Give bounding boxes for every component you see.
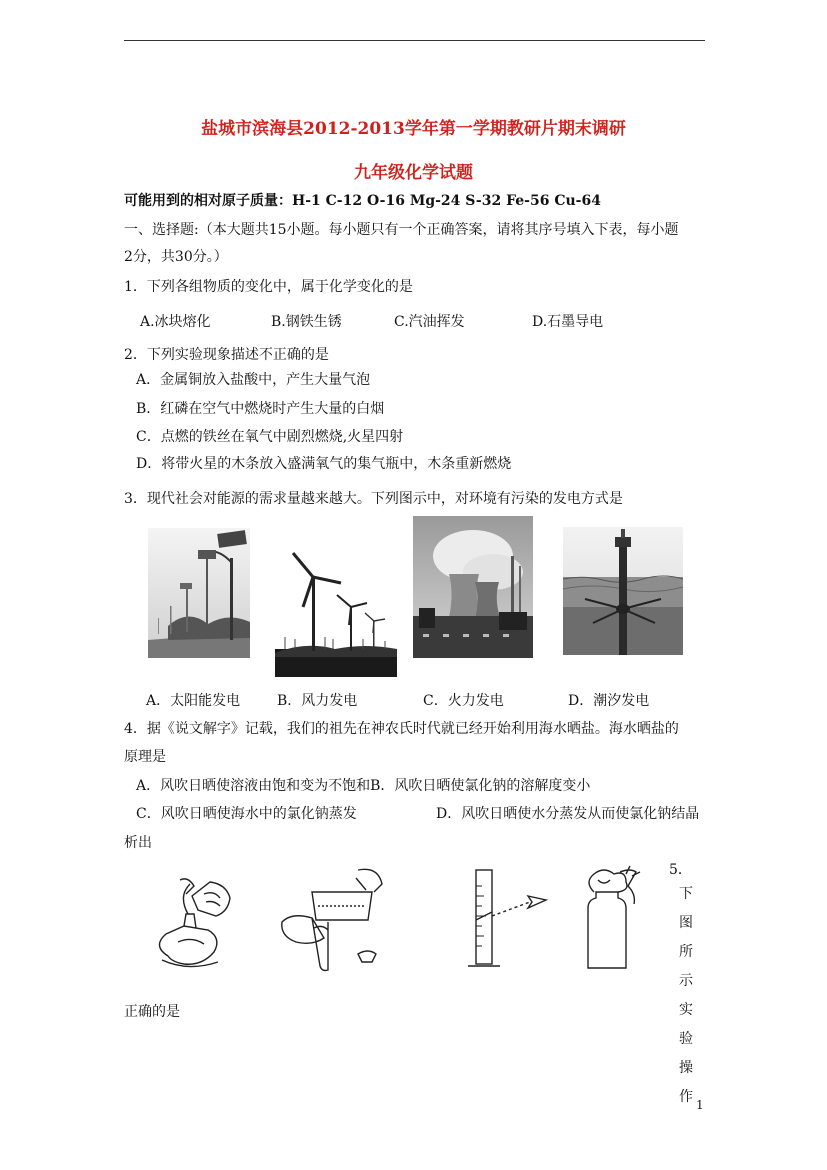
q2-option-a: A．金属铜放入盐酸中，产生大量气泡 <box>136 372 371 388</box>
header-rule <box>124 40 705 41</box>
solar-power-photo <box>148 528 250 658</box>
q2-option-b: B．红磷在空气中燃烧时产生大量的白烟 <box>136 401 385 417</box>
q4-option-c: C．风吹日晒使海水中的氯化钠蒸发 <box>136 806 357 822</box>
q5-vertical-char: 实 <box>679 1002 693 1018</box>
tidal-power-photo <box>563 527 683 655</box>
thermal-power-photo <box>413 516 533 658</box>
q2-option-c: C．点燃的铁丝在氧气中剧烈燃烧,火星四射 <box>136 429 404 445</box>
q3-option-a: A．太阳能发电 <box>146 693 241 709</box>
gas-bottle-figure <box>574 864 654 974</box>
section1-instructions-cont: 2分，共30分。） <box>124 249 228 265</box>
q1-stem: 1．下列各组物质的变化中，属于化学变化的是 <box>124 279 413 295</box>
q4-option-d-cont: 析出 <box>124 835 152 851</box>
q4-options-ab: A．风吹日晒使溶液由饱和变为不饱和B．风吹日晒使氯化钠的溶解度变小 <box>136 778 591 794</box>
q4-option-d: D．风吹日晒使水分蒸发从而使氯化钠结晶 <box>436 806 700 822</box>
q4-stem: 4．据《说文解字》记载，我们的祖先在神农氏时代就已经开始利用海水晒盐。海水晒盐的 <box>124 721 679 737</box>
q2-stem: 2．下列实验现象描述不正确的是 <box>124 347 329 363</box>
q5-vertical-char: 作 <box>679 1089 693 1105</box>
page-number: 1 <box>696 1098 704 1112</box>
page-title: 盐城市滨海县2012-2013学年第一学期教研片期末调研 <box>201 119 626 139</box>
alcohol-lamp-figure <box>148 876 248 976</box>
q5-vertical-char: 验 <box>679 1031 693 1047</box>
q3-option-c: C．火力发电 <box>423 693 504 709</box>
atomic-mass-line: 可能用到的相对原子质量：H-1 C-12 O-16 Mg-24 S-32 Fe-56 Cu-64 <box>124 193 601 209</box>
q5-vertical-text <box>676 880 696 1112</box>
q5-vertical-char: 所 <box>679 944 693 960</box>
q1-option-c: C.汽油挥发 <box>394 314 465 330</box>
pouring-liquid-figure <box>272 862 390 974</box>
q5-stem-tail: 正确的是 <box>124 1004 180 1020</box>
q3-stem: 3．现代社会对能源的需求量越来越大。下列图示中，对环境有污染的发电方式是 <box>124 491 623 507</box>
q5-vertical-char: 操 <box>679 1060 693 1076</box>
q3-option-d: D．潮汐发电 <box>568 693 650 709</box>
q4-stem-cont: 原理是 <box>124 749 166 765</box>
q2-option-d: D．将带火星的木条放入盛满氧气的集气瓶中，木条重新燃烧 <box>136 456 512 472</box>
q5-vertical-char: 下 <box>679 886 693 902</box>
page-subtitle: 九年级化学试题 <box>354 163 473 183</box>
q5-vertical-char: 示 <box>679 973 693 989</box>
section1-instructions: 一、选择题:（本大题共15小题。每小题只有一个正确答案，请将其序号填入下表，每小题 <box>124 222 679 238</box>
q1-option-b: B.钢铁生锈 <box>271 314 342 330</box>
q5-number: 5． <box>669 862 692 878</box>
q1-option-d: D.石墨导电 <box>532 314 604 330</box>
wind-power-photo <box>275 549 397 677</box>
q1-option-a: A.冰块熔化 <box>140 314 211 330</box>
graduated-cylinder-figure <box>462 866 552 972</box>
q3-option-b: B．风力发电 <box>277 693 358 709</box>
q5-vertical-char: 图 <box>679 915 693 931</box>
